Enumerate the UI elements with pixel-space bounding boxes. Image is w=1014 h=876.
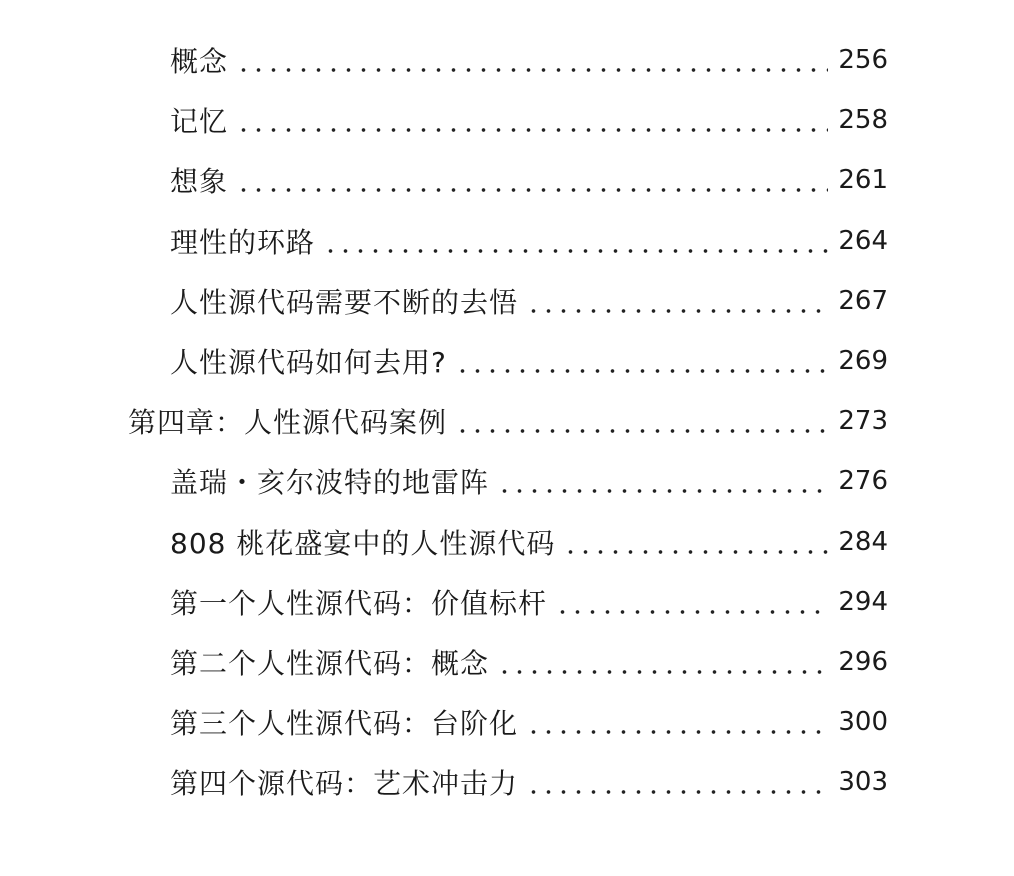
toc-entry-page-number: 303 [838, 767, 888, 798]
toc-entry-title: 第四章：人性源代码案例 [128, 406, 448, 440]
dot-leader [236, 46, 828, 74]
dot-leader [236, 166, 828, 194]
toc-entry [0, 150, 1014, 210]
toc-entry-page-number: 300 [838, 707, 888, 738]
toc-entry-page-number: 276 [838, 466, 888, 497]
table-of-contents [0, 30, 1014, 812]
toc-entry-title: 人性源代码如何去用? [170, 346, 447, 380]
toc-entry [0, 30, 1014, 90]
dot-leader [555, 588, 828, 616]
toc-entry-title: 理性的环路 [170, 225, 316, 259]
dot-leader [497, 467, 828, 495]
toc-entry-title: 想象 [170, 165, 229, 199]
toc-entry-title: 人性源代码需要不断的去悟 [170, 285, 519, 319]
toc-entry [0, 572, 1014, 632]
toc-entry-page-number: 273 [838, 406, 888, 437]
toc-entry [0, 451, 1014, 511]
toc-entry [0, 752, 1014, 812]
toc-entry-title: 808 桃花盛宴中的人性源代码 [170, 526, 556, 560]
toc-entry-title: 记忆 [170, 105, 229, 139]
toc-entry-title: 盖瑞・亥尔波特的地雷阵 [170, 466, 490, 500]
dot-leader [236, 106, 828, 134]
toc-entry-title: 第一个人性源代码：价值标杆 [170, 586, 548, 620]
dot-leader [526, 287, 828, 315]
toc-entry [0, 211, 1014, 271]
toc-entry-page-number: 267 [838, 285, 888, 316]
toc-entry [0, 692, 1014, 752]
toc-entry-page-number: 284 [838, 526, 888, 557]
toc-entry [0, 512, 1014, 572]
dot-leader [323, 227, 828, 255]
toc-entry-page-number: 256 [838, 45, 888, 76]
toc-entry-title: 第四个源代码：艺术冲击力 [170, 767, 519, 801]
toc-entry-page-number: 294 [838, 586, 888, 617]
dot-leader [563, 528, 828, 556]
dot-leader [455, 407, 828, 435]
toc-entry-page-number: 269 [838, 346, 888, 377]
toc-entry [0, 271, 1014, 331]
toc-entry-title: 概念 [170, 45, 229, 79]
toc-entry-title: 第三个人性源代码：台阶化 [170, 707, 519, 741]
toc-entry-title: 第二个人性源代码：概念 [170, 646, 490, 680]
dot-leader [526, 708, 828, 736]
toc-entry [0, 331, 1014, 391]
toc-entry [0, 90, 1014, 150]
toc-entry-page-number: 258 [838, 105, 888, 136]
dot-leader [526, 768, 828, 796]
dot-leader [497, 648, 828, 676]
toc-entry [0, 632, 1014, 692]
toc-entry-page-number: 264 [838, 225, 888, 256]
toc-entry-page-number: 296 [838, 646, 888, 677]
toc-entry-page-number: 261 [838, 165, 888, 196]
dot-leader [455, 347, 828, 375]
toc-chapter-entry [0, 391, 1014, 451]
